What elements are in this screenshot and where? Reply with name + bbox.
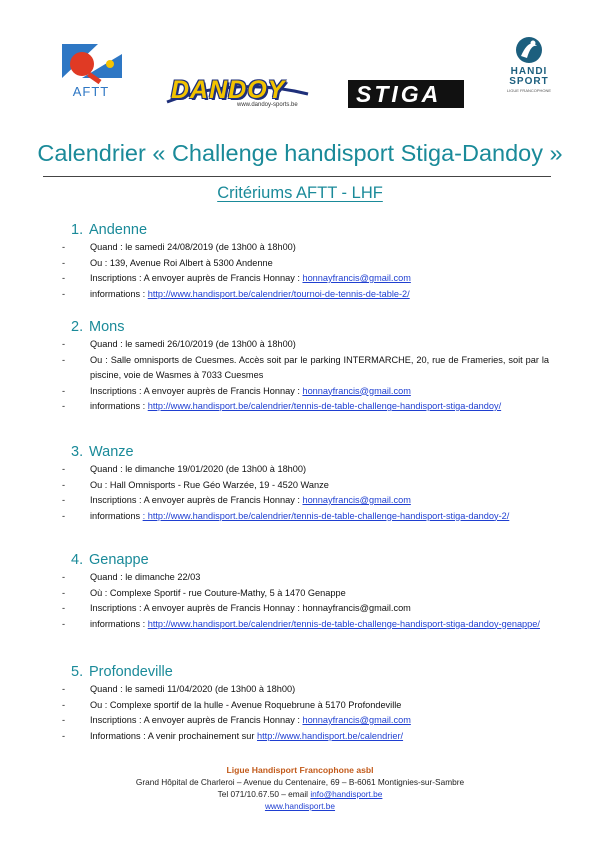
list-item: - informations : http://www.handisport.be/calendrier/tennis-de-table-challenge-handisport-stiga-dandoy-2/ xyxy=(62,510,510,521)
handisport-line3: LIGUE FRANCOPHONE xyxy=(506,88,552,93)
event-details xyxy=(54,240,549,302)
list-item: - informations : http://www.handisport.be/calendrier/tennis-de-table-challenge-handisport-stiga-dandoy-genappe/ xyxy=(62,618,540,629)
sponsor-logos xyxy=(0,0,600,118)
event-heading xyxy=(54,442,549,462)
list-item: - Ou : Complexe sportif de la hulle - Avenue Roquebrune à 5170 Profondeville xyxy=(62,699,402,710)
list-item: - Inscriptions : A envoyer auprès de Francis Honnay : honnayfrancis@gmail.com xyxy=(62,495,411,505)
event-details xyxy=(54,462,549,524)
page-title: Calendrier « Challenge handisport Stiga-Dandoy » xyxy=(37,140,563,166)
page-subtitle: Critériums AFTT - LHF xyxy=(217,184,383,202)
list-item: - Quand : le samedi 26/10/2019 (de 13h00 à 18h00) xyxy=(62,339,296,349)
aftt-logo-text: AFTT xyxy=(72,84,110,99)
event-details xyxy=(54,337,549,415)
list-item: - Quand : le samedi 11/04/2020 (de 13h00 à 18h00) xyxy=(62,684,296,694)
title-divider xyxy=(43,176,551,177)
event-number: 3. xyxy=(71,444,84,460)
footer-website-link[interactable]: www.handisport.be xyxy=(264,801,336,811)
info-link[interactable]: http://www.handisport.be/calendrier/tennis-de-table-challenge-handisport-stiga-dandoy/ xyxy=(147,401,502,411)
event-number: 5. xyxy=(71,664,84,680)
event-heading xyxy=(54,317,549,337)
handisport-emblem-icon xyxy=(503,36,555,66)
event-number: 1. xyxy=(71,222,84,238)
footer-org: Ligue Handisport Francophone asbl xyxy=(226,765,374,775)
event-number: 2. xyxy=(71,319,84,335)
dandoy-wordmark: DANDOY xyxy=(171,76,286,104)
email-link[interactable]: honnayfrancis@gmail.com xyxy=(302,495,411,505)
list-item: - Informations : A venir prochainement sur http://www.handisport.be/calendrier/ xyxy=(62,730,404,741)
event-name: Genappe xyxy=(89,552,149,568)
event-andenne xyxy=(54,220,549,302)
footer-address: Grand Hôpital de Charleroi – Avenue du Centenaire, 69 – B-6061 Montignies-sur-Sambre xyxy=(135,777,465,787)
aftt-paddle-icon xyxy=(60,42,128,84)
list-item: - informations : http://www.handisport.be/calendrier/tennis-de-table-challenge-handisport-stiga-dandoy/ xyxy=(62,401,502,411)
stiga-logo xyxy=(348,80,464,108)
event-heading xyxy=(54,220,549,240)
email-link[interactable]: honnayfrancis@gmail.com xyxy=(302,715,411,725)
event-name: Wanze xyxy=(89,444,134,460)
event-genappe xyxy=(54,550,549,632)
list-item: - Ou : 139, Avenue Roi Albert à 5300 Andenne xyxy=(62,257,273,268)
dandoy-url: www.dandoy-sports.be xyxy=(237,102,298,108)
list-item: - Ou : Hall Omnisports - Rue Géo Warzée, 19 - 4520 Wanze xyxy=(62,479,329,490)
list-item: - Quand : le dimanche 19/01/2020 (de 13h00 à 18h00) xyxy=(62,464,307,474)
footer-contact: Tel 071/10.67.50 – email info@handisport.be xyxy=(217,789,383,799)
info-link[interactable]: : http://www.handisport.be/calendrier/tennis-de-table-challenge-handisport-stiga-dandoy-2/ xyxy=(142,510,510,521)
list-item: - informations : http://www.handisport.be/calendrier/tournoi-de-tennis-de-table-2/ xyxy=(62,288,410,299)
handisport-line1: HANDI xyxy=(510,66,548,77)
handisport-line2: SPORT xyxy=(509,76,549,87)
list-item: - Où : Complexe Sportif - rue Couture-Mathy, 5 à 1470 Genappe xyxy=(62,587,346,598)
event-heading xyxy=(54,550,549,570)
list-item: - Inscriptions : A envoyer auprès de Francis Honnay : honnayfrancis@gmail.com xyxy=(62,715,411,725)
email-link[interactable]: honnayfrancis@gmail.com xyxy=(302,385,411,396)
footer xyxy=(0,764,600,812)
email-link[interactable]: honnayfrancis@gmail.com xyxy=(302,273,411,283)
list-item: - Inscriptions : A envoyer auprès de Francis Honnay : honnayfrancis@gmail.com xyxy=(62,603,411,613)
dandoy-logo xyxy=(165,72,310,112)
stiga-wordmark: STIGA xyxy=(356,81,442,107)
aftt-logo xyxy=(60,42,128,104)
event-name: Mons xyxy=(89,319,125,335)
event-details xyxy=(54,570,549,632)
event-name: Andenne xyxy=(89,222,148,238)
event-name: Profondeville xyxy=(89,664,173,680)
event-profondeville xyxy=(54,662,549,744)
footer-email-link[interactable]: info@handisport.be xyxy=(310,789,383,799)
list-item: - Inscriptions : A envoyer auprès de Francis Honnay : honnayfrancis@gmail.com xyxy=(62,385,411,396)
info-link[interactable]: http://www.handisport.be/calendrier/tennis-de-table-challenge-handisport-stiga-dandoy-genappe/ xyxy=(147,618,540,629)
event-number: 4. xyxy=(71,552,84,568)
info-link[interactable]: http://www.handisport.be/calendrier/ xyxy=(257,730,404,741)
list-item: - Inscriptions : A envoyer auprès de Francis Honnay : honnayfrancis@gmail.com xyxy=(62,273,411,283)
info-link[interactable]: http://www.handisport.be/calendrier/tournoi-de-tennis-de-table-2/ xyxy=(147,288,410,299)
event-heading xyxy=(54,662,549,682)
event-details xyxy=(54,682,549,744)
event-mons xyxy=(54,317,549,415)
list-item: - Quand : le samedi 24/08/2019 (de 13h00 à 18h00) xyxy=(62,242,296,252)
handisport-logo xyxy=(503,36,555,104)
list-item: - Quand : le dimanche 22/03 xyxy=(62,572,201,582)
list-item: - Ou : Salle omnisports de Cuesmes. Accès soit par le parking INTERMARCHE, 20, rue de Frameries, soit par la piscine, voie de Wasmes à 7033 Cuesmes xyxy=(62,354,549,380)
event-wanze xyxy=(54,442,549,524)
